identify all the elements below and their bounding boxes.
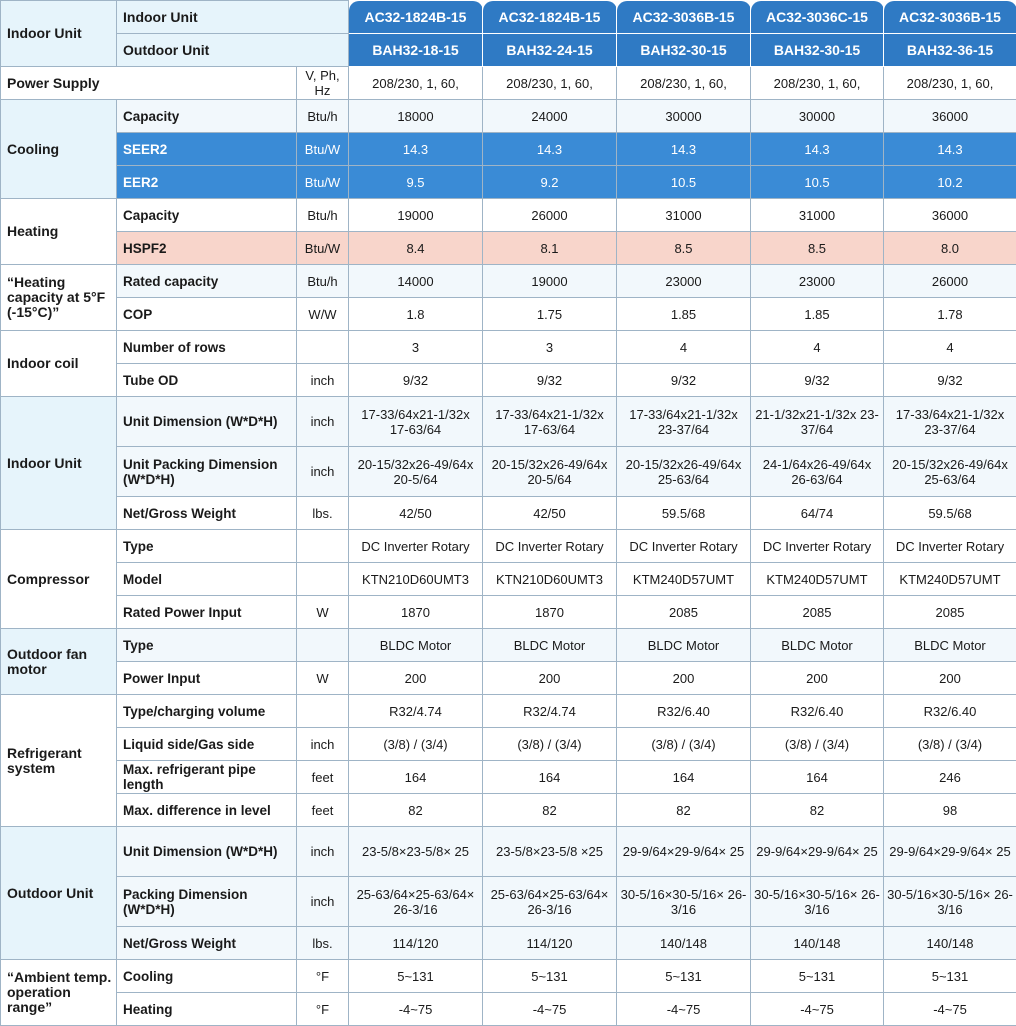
unit-cell: Btu/W bbox=[297, 232, 349, 265]
value-cell: 200 bbox=[349, 662, 483, 695]
value-cell: R32/6.40 bbox=[751, 695, 884, 728]
row-label: COP bbox=[117, 298, 297, 331]
unit-cell: V, Ph, Hz bbox=[297, 67, 349, 100]
group-indoor-unit: Indoor Unit bbox=[1, 397, 117, 530]
value-cell: 114/120 bbox=[349, 927, 483, 960]
row-label: Type bbox=[117, 530, 297, 563]
value-cell: 64/74 bbox=[751, 497, 884, 530]
spec-row-ref-side bbox=[1, 728, 1016, 761]
value-cell: 114/120 bbox=[483, 927, 617, 960]
group-cooling: Cooling bbox=[1, 100, 117, 199]
row-label: Unit Dimension (W*D*H) bbox=[117, 827, 297, 877]
value-cell: 59.5/68 bbox=[617, 497, 751, 530]
value-cell: 1.75 bbox=[483, 298, 617, 331]
unit-cell: Btu/h bbox=[297, 265, 349, 298]
value-cell: 208/230, 1, 60, bbox=[617, 67, 751, 100]
value-cell: 208/230, 1, 60, bbox=[751, 67, 884, 100]
unit-cell bbox=[297, 331, 349, 364]
unit-cell bbox=[297, 530, 349, 563]
value-cell: R32/6.40 bbox=[884, 695, 1016, 728]
value-cell: 164 bbox=[349, 761, 483, 794]
value-cell: 140/148 bbox=[884, 927, 1016, 960]
value-cell: 23000 bbox=[751, 265, 884, 298]
value-cell: 24-1/64x26-49/64x 26-63/64 bbox=[751, 447, 884, 497]
value-cell: KTN210D60UMT3 bbox=[349, 563, 483, 596]
spec-row-fan-type bbox=[1, 629, 1016, 662]
spec-row-power bbox=[1, 67, 1016, 100]
row-label: Model bbox=[117, 563, 297, 596]
spec-row-seer2 bbox=[1, 133, 1016, 166]
value-cell: DC Inverter Rotary bbox=[349, 530, 483, 563]
value-cell: 200 bbox=[483, 662, 617, 695]
spec-row-ref-len bbox=[1, 761, 1016, 794]
outdoor-unit-label: Outdoor Unit bbox=[117, 34, 349, 67]
spec-row-amb-cool bbox=[1, 960, 1016, 993]
value-cell: 9.2 bbox=[483, 166, 617, 199]
value-cell: 164 bbox=[483, 761, 617, 794]
value-cell: 1870 bbox=[349, 596, 483, 629]
value-cell: 98 bbox=[884, 794, 1016, 827]
value-cell: 9/32 bbox=[884, 364, 1016, 397]
unit-cell: °F bbox=[297, 993, 349, 1026]
unit-cell: lbs. bbox=[297, 927, 349, 960]
value-cell: BLDC Motor bbox=[751, 629, 884, 662]
value-cell: 1.85 bbox=[617, 298, 751, 331]
value-cell: 1.85 bbox=[751, 298, 884, 331]
indoor-model: AC32-3036B-15 bbox=[884, 1, 1016, 34]
value-cell: 8.0 bbox=[884, 232, 1016, 265]
unit-cell: lbs. bbox=[297, 497, 349, 530]
row-label: SEER2 bbox=[117, 133, 297, 166]
row-label: Type/charging volume bbox=[117, 695, 297, 728]
value-cell: 20-15/32x26-49/64x 25-63/64 bbox=[884, 447, 1016, 497]
value-cell: 200 bbox=[884, 662, 1016, 695]
value-cell: (3/8) / (3/4) bbox=[617, 728, 751, 761]
row-label: Rated Power Input bbox=[117, 596, 297, 629]
value-cell: (3/8) / (3/4) bbox=[349, 728, 483, 761]
spec-row-ref-type bbox=[1, 695, 1016, 728]
value-cell: 20-15/32x26-49/64x 25-63/64 bbox=[617, 447, 751, 497]
value-cell: 4 bbox=[884, 331, 1016, 364]
value-cell: 20-15/32x26-49/64x 20-5/64 bbox=[349, 447, 483, 497]
value-cell: 14000 bbox=[349, 265, 483, 298]
row-label: Net/Gross Weight bbox=[117, 927, 297, 960]
value-cell: 9/32 bbox=[349, 364, 483, 397]
value-cell: 208/230, 1, 60, bbox=[884, 67, 1016, 100]
spec-row-comp-power bbox=[1, 596, 1016, 629]
value-cell: 246 bbox=[884, 761, 1016, 794]
value-cell: 29-9/64×29-9/64× 25 bbox=[617, 827, 751, 877]
group-outdoor-unit: Outdoor Unit bbox=[1, 827, 117, 960]
value-cell: 14.3 bbox=[751, 133, 884, 166]
value-cell: 30-5/16×30-5/16× 26-3/16 bbox=[617, 877, 751, 927]
value-cell: 14.3 bbox=[884, 133, 1016, 166]
value-cell: 23000 bbox=[617, 265, 751, 298]
value-cell: R32/4.74 bbox=[349, 695, 483, 728]
outdoor-model: BAH32-36-15 bbox=[884, 34, 1016, 67]
spec-row-eer2 bbox=[1, 166, 1016, 199]
unit-cell: inch bbox=[297, 364, 349, 397]
value-cell: 30000 bbox=[617, 100, 751, 133]
value-cell: 2085 bbox=[751, 596, 884, 629]
spec-row-hspf2 bbox=[1, 232, 1016, 265]
value-cell: KTM240D57UMT bbox=[884, 563, 1016, 596]
row-label: Unit Packing Dimension (W*D*H) bbox=[117, 447, 297, 497]
value-cell: BLDC Motor bbox=[349, 629, 483, 662]
group-ambient: “Ambient temp. operation range” bbox=[1, 960, 117, 1026]
value-cell: DC Inverter Rotary bbox=[751, 530, 884, 563]
indoor-unit-label: Indoor Unit bbox=[117, 1, 349, 34]
value-cell: 1.78 bbox=[884, 298, 1016, 331]
unit-cell bbox=[297, 563, 349, 596]
unit-cell: W bbox=[297, 662, 349, 695]
value-cell: BLDC Motor bbox=[617, 629, 751, 662]
group-refrigerant: Refrigerant system bbox=[1, 695, 117, 827]
row-label: HSPF2 bbox=[117, 232, 297, 265]
value-cell: 82 bbox=[349, 794, 483, 827]
value-cell: 10.5 bbox=[617, 166, 751, 199]
value-cell: 2085 bbox=[884, 596, 1016, 629]
value-cell: 9/32 bbox=[751, 364, 884, 397]
spec-row-comp-type bbox=[1, 530, 1016, 563]
value-cell: 36000 bbox=[884, 199, 1016, 232]
value-cell: 5~131 bbox=[617, 960, 751, 993]
value-cell: 42/50 bbox=[483, 497, 617, 530]
value-cell: 31000 bbox=[751, 199, 884, 232]
value-cell: 10.2 bbox=[884, 166, 1016, 199]
value-cell: (3/8) / (3/4) bbox=[884, 728, 1016, 761]
value-cell: 10.5 bbox=[751, 166, 884, 199]
value-cell: 8.5 bbox=[751, 232, 884, 265]
value-cell: 31000 bbox=[617, 199, 751, 232]
value-cell: 19000 bbox=[483, 265, 617, 298]
group-indoor-coil: Indoor coil bbox=[1, 331, 117, 397]
value-cell: 5~131 bbox=[483, 960, 617, 993]
unit-cell: inch bbox=[297, 877, 349, 927]
value-cell: 208/230, 1, 60, bbox=[483, 67, 617, 100]
unit-cell: feet bbox=[297, 794, 349, 827]
value-cell: 26000 bbox=[884, 265, 1016, 298]
indoor-model: AC32-1824B-15 bbox=[483, 1, 617, 34]
spec-row-ou-pack bbox=[1, 877, 1016, 927]
unit-cell: Btu/h bbox=[297, 100, 349, 133]
row-label: Max. difference in level bbox=[117, 794, 297, 827]
spec-row-heat-cap bbox=[1, 199, 1016, 232]
group-heating5f: “Heating capacity at 5°F (-15°C)” bbox=[1, 265, 117, 331]
value-cell: 30-5/16×30-5/16× 26-3/16 bbox=[751, 877, 884, 927]
unit-cell: °F bbox=[297, 960, 349, 993]
spec-row-amb-heat bbox=[1, 993, 1016, 1026]
value-cell: KTM240D57UMT bbox=[617, 563, 751, 596]
value-cell: DC Inverter Rotary bbox=[617, 530, 751, 563]
spec-row-ou-dim bbox=[1, 827, 1016, 877]
value-cell: 164 bbox=[751, 761, 884, 794]
value-cell: 23-5/8×23-5/8× 25 bbox=[349, 827, 483, 877]
value-cell: 5~131 bbox=[751, 960, 884, 993]
value-cell: -4~75 bbox=[617, 993, 751, 1026]
row-label: Max. refrigerant pipe length bbox=[117, 761, 297, 794]
value-cell: 164 bbox=[617, 761, 751, 794]
row-label: Power Input bbox=[117, 662, 297, 695]
value-cell: 19000 bbox=[349, 199, 483, 232]
value-cell: -4~75 bbox=[884, 993, 1016, 1026]
header-row-indoor bbox=[1, 1, 1016, 34]
value-cell: 17-33/64x21-1/32x 17-63/64 bbox=[349, 397, 483, 447]
power-supply-label: Power Supply bbox=[1, 67, 297, 100]
value-cell: -4~75 bbox=[483, 993, 617, 1026]
value-cell: BLDC Motor bbox=[884, 629, 1016, 662]
unit-cell: Btu/W bbox=[297, 166, 349, 199]
value-cell: 17-33/64x21-1/32x 23-37/64 bbox=[617, 397, 751, 447]
value-cell: R32/4.74 bbox=[483, 695, 617, 728]
value-cell: 30-5/16×30-5/16× 26-3/16 bbox=[884, 877, 1016, 927]
value-cell: (3/8) / (3/4) bbox=[751, 728, 884, 761]
unit-cell: Btu/W bbox=[297, 133, 349, 166]
value-cell: 17-33/64x21-1/32x 17-63/64 bbox=[483, 397, 617, 447]
value-cell: 59.5/68 bbox=[884, 497, 1016, 530]
unit-cell: inch bbox=[297, 397, 349, 447]
value-cell: 8.4 bbox=[349, 232, 483, 265]
value-cell: 2085 bbox=[617, 596, 751, 629]
value-cell: 9.5 bbox=[349, 166, 483, 199]
value-cell: 140/148 bbox=[617, 927, 751, 960]
value-cell: 23-5/8×23-5/8 ×25 bbox=[483, 827, 617, 877]
unit-cell bbox=[297, 629, 349, 662]
row-label: Cooling bbox=[117, 960, 297, 993]
value-cell: 14.3 bbox=[617, 133, 751, 166]
unit-cell: W/W bbox=[297, 298, 349, 331]
unit-cell: W bbox=[297, 596, 349, 629]
spec-row-ou-weight bbox=[1, 927, 1016, 960]
spec-row-fan-power bbox=[1, 662, 1016, 695]
indoor-model: AC32-3036B-15 bbox=[617, 1, 751, 34]
value-cell: -4~75 bbox=[349, 993, 483, 1026]
value-cell: BLDC Motor bbox=[483, 629, 617, 662]
value-cell: 82 bbox=[483, 794, 617, 827]
unit-cell: feet bbox=[297, 761, 349, 794]
row-label: Capacity bbox=[117, 100, 297, 133]
value-cell: DC Inverter Rotary bbox=[884, 530, 1016, 563]
unit-cell bbox=[297, 695, 349, 728]
value-cell: 5~131 bbox=[349, 960, 483, 993]
spec-row-iu-weight bbox=[1, 497, 1016, 530]
value-cell: DC Inverter Rotary bbox=[483, 530, 617, 563]
value-cell: 24000 bbox=[483, 100, 617, 133]
spec-row-cool-cap bbox=[1, 100, 1016, 133]
value-cell: 18000 bbox=[349, 100, 483, 133]
row-label: Unit Dimension (W*D*H) bbox=[117, 397, 297, 447]
value-cell: 200 bbox=[617, 662, 751, 695]
value-cell: 9/32 bbox=[617, 364, 751, 397]
value-cell: 1870 bbox=[483, 596, 617, 629]
row-label: Heating bbox=[117, 993, 297, 1026]
value-cell: 208/230, 1, 60, bbox=[349, 67, 483, 100]
value-cell: 36000 bbox=[884, 100, 1016, 133]
indoor-model: AC32-1824B-15 bbox=[349, 1, 483, 34]
value-cell: 1.8 bbox=[349, 298, 483, 331]
indoor-model: AC32-3036C-15 bbox=[751, 1, 884, 34]
row-label: Type bbox=[117, 629, 297, 662]
value-cell: 8.1 bbox=[483, 232, 617, 265]
outdoor-model: BAH32-30-15 bbox=[617, 34, 751, 67]
value-cell: 26000 bbox=[483, 199, 617, 232]
unit-cell: inch bbox=[297, 827, 349, 877]
value-cell: 3 bbox=[483, 331, 617, 364]
unit-cell: Btu/h bbox=[297, 199, 349, 232]
value-cell: 9/32 bbox=[483, 364, 617, 397]
unit-cell: inch bbox=[297, 728, 349, 761]
row-label: Net/Gross Weight bbox=[117, 497, 297, 530]
outdoor-model: BAH32-24-15 bbox=[483, 34, 617, 67]
value-cell: 3 bbox=[349, 331, 483, 364]
value-cell: 17-33/64x21-1/32x 23-37/64 bbox=[884, 397, 1016, 447]
value-cell: 14.3 bbox=[349, 133, 483, 166]
value-cell: 25-63/64×25-63/64× 26-3/16 bbox=[349, 877, 483, 927]
value-cell: 200 bbox=[751, 662, 884, 695]
spec-row-tube-od bbox=[1, 364, 1016, 397]
row-label: Liquid side/Gas side bbox=[117, 728, 297, 761]
spec-row-comp-model bbox=[1, 563, 1016, 596]
value-cell: 4 bbox=[751, 331, 884, 364]
spec-row-iu-pack bbox=[1, 447, 1016, 497]
group-indoor-unit: Indoor Unit bbox=[1, 1, 117, 67]
value-cell: 82 bbox=[617, 794, 751, 827]
value-cell: 29-9/64×29-9/64× 25 bbox=[884, 827, 1016, 877]
value-cell: 4 bbox=[617, 331, 751, 364]
row-label: Packing Dimension (W*D*H) bbox=[117, 877, 297, 927]
value-cell: 21-1/32x21-1/32x 23-37/64 bbox=[751, 397, 884, 447]
spec-row-ref-diff bbox=[1, 794, 1016, 827]
value-cell: 8.5 bbox=[617, 232, 751, 265]
group-outdoor-fan: Outdoor fan motor bbox=[1, 629, 117, 695]
value-cell: 42/50 bbox=[349, 497, 483, 530]
value-cell: R32/6.40 bbox=[617, 695, 751, 728]
outdoor-model: BAH32-18-15 bbox=[349, 34, 483, 67]
value-cell: 14.3 bbox=[483, 133, 617, 166]
outdoor-model: BAH32-30-15 bbox=[751, 34, 884, 67]
value-cell: -4~75 bbox=[751, 993, 884, 1026]
value-cell: (3/8) / (3/4) bbox=[483, 728, 617, 761]
value-cell: 82 bbox=[751, 794, 884, 827]
value-cell: 29-9/64×29-9/64× 25 bbox=[751, 827, 884, 877]
group-compressor: Compressor bbox=[1, 530, 117, 629]
header-row-outdoor bbox=[1, 34, 1016, 67]
group-heating: Heating bbox=[1, 199, 117, 265]
spec-row-cop bbox=[1, 298, 1016, 331]
value-cell: KTM240D57UMT bbox=[751, 563, 884, 596]
unit-cell: inch bbox=[297, 447, 349, 497]
spec-row-iu-dim bbox=[1, 397, 1016, 447]
spec-row-rated-cap bbox=[1, 265, 1016, 298]
row-label: Rated capacity bbox=[117, 265, 297, 298]
value-cell: 20-15/32x26-49/64x 20-5/64 bbox=[483, 447, 617, 497]
value-cell: 5~131 bbox=[884, 960, 1016, 993]
row-label: Number of rows bbox=[117, 331, 297, 364]
row-label: EER2 bbox=[117, 166, 297, 199]
value-cell: 140/148 bbox=[751, 927, 884, 960]
row-label: Tube OD bbox=[117, 364, 297, 397]
spec-row-rows-num bbox=[1, 331, 1016, 364]
value-cell: 25-63/64×25-63/64× 26-3/16 bbox=[483, 877, 617, 927]
value-cell: 30000 bbox=[751, 100, 884, 133]
value-cell: KTN210D60UMT3 bbox=[483, 563, 617, 596]
row-label: Capacity bbox=[117, 199, 297, 232]
